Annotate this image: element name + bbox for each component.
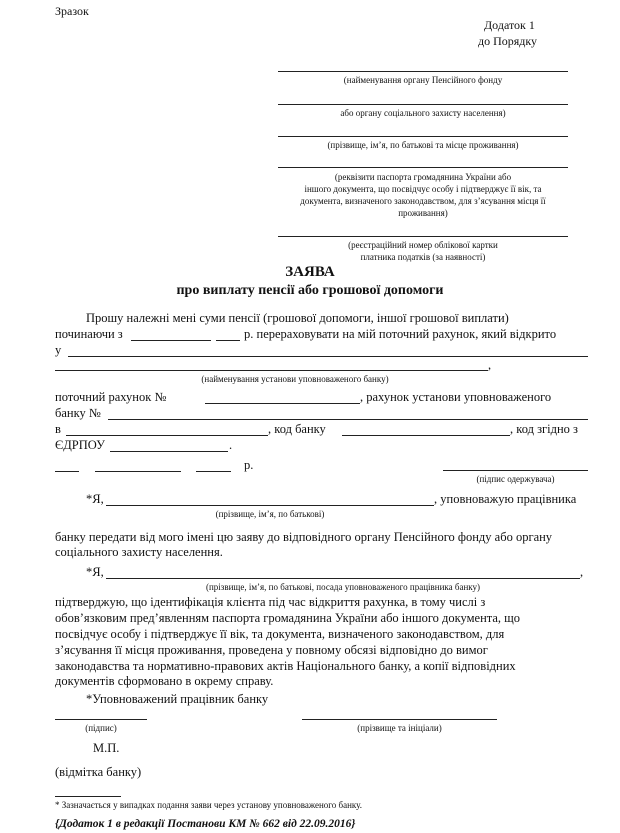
bank-worker-signature-field[interactable] [55, 719, 147, 720]
recipient-signature-caption: (підпис одержувача) [476, 474, 555, 484]
stamp-place-label: М.П. [93, 741, 120, 755]
document-subtitle: про виплату пенсії або грошової допомоги [176, 283, 444, 298]
confirmation-prefix: *Я, [86, 565, 104, 579]
start-date-field[interactable] [131, 340, 211, 341]
addressee-line-3[interactable] [278, 136, 568, 137]
edition-note: {Додаток 1 в редакції Постанови КМ № 662 від 22.09.2016} [55, 818, 356, 830]
addressee-caption-4b: іншого документа, що посвідчує особу і підтверджує її вік, та [304, 184, 542, 194]
bank-prefix: у [55, 343, 62, 357]
bank-worker-initials-caption: (прізвище та ініціали) [357, 723, 442, 733]
addressee-caption-1: (найменування органу Пенсійного фонду [343, 75, 503, 85]
confirmation-line-2: обов’язковим пред’явленням паспорта громадянина України або іншого документа, що [55, 611, 521, 625]
bank-account-label: , рахунок установи уповноваженого [360, 390, 552, 404]
addressee-line-5[interactable] [278, 236, 568, 237]
recipient-signature-field[interactable] [443, 470, 588, 471]
annex-number: Додаток 1 [484, 18, 535, 32]
document-title: ЗАЯВА [285, 264, 335, 280]
transfer-text: р. перераховувати на мій поточний рахунок, який відкрито [244, 327, 557, 341]
date-day-field[interactable] [55, 471, 79, 472]
addressee-caption-4c: документа, визначеного законодавством, для з’ясування місця її [300, 196, 546, 206]
addressee-caption-5b: платника податків (за наявності) [360, 252, 486, 262]
authorizer-name-field[interactable] [106, 505, 434, 506]
addressee-caption-3: (прізвище, ім’я, по батькові та місце проживання) [327, 140, 519, 150]
bank-worker-name-caption: (прізвище, ім’я, по батькові, посада уповноваженого працівника банку) [205, 582, 481, 592]
addressee-caption-4a: (реквізити паспорта громадянина України або [334, 172, 512, 182]
sample-label: Зразок [55, 4, 89, 18]
edrpou-label-1: , код згідно з [510, 422, 578, 436]
date-year-field[interactable] [196, 471, 231, 472]
addressee-line-4[interactable] [278, 167, 568, 168]
in-label: в [55, 422, 61, 436]
bank-name-field[interactable] [68, 356, 588, 357]
bank-worker-signature-caption: (підпис) [85, 723, 117, 733]
footnote: * Зазначається у випадках подання заяви через установу уповноваженого банку. [55, 800, 363, 810]
bank-name-field-2[interactable] [55, 370, 488, 371]
bank-code-field[interactable] [342, 435, 510, 436]
edrpou-label-2: ЄДРПОУ [55, 438, 105, 452]
bank-institution-field[interactable] [66, 435, 268, 436]
addressee-caption-2: або органу соціального захисту населення) [340, 108, 506, 118]
annex-reference: до Порядку [478, 34, 538, 48]
date-month-field[interactable] [95, 471, 181, 472]
confirmation-line-1: підтверджую, що ідентифікація клієнта під час відкриття рахунка, в тому числі з [55, 595, 486, 609]
authorizer-name-caption: (прізвище, ім’я, по батькові) [215, 509, 325, 519]
account-number-field[interactable] [205, 403, 360, 404]
edrpou-field[interactable] [110, 451, 228, 452]
start-date-label: починаючи з [55, 327, 123, 341]
bank-account-label-2: банку № [55, 406, 101, 420]
authorization-prefix: *Я, [86, 492, 104, 506]
bank-worker-initials-field[interactable] [302, 719, 497, 720]
confirmation-line-4: з’ясування її місця проживання, проведена у повному обсязі відповідно до вимог [55, 643, 488, 657]
addressee-line-2[interactable] [278, 104, 568, 105]
addressee-caption-4d: проживання) [398, 208, 448, 218]
bank-mark-label: (відмітка банку) [55, 765, 142, 779]
confirmation-line-3: посвідчує особу і підтверджує її вік, та документа, визначеного законодавством, для [55, 627, 505, 641]
bank-code-label: , код банку [268, 422, 326, 436]
addressee-line-1[interactable] [278, 71, 568, 72]
authorization-suffix: , уповноважую працівника [434, 492, 577, 506]
request-text-line-1: Прошу належні мені суми пенсії (грошової допомоги, іншої грошової виплати) [86, 311, 509, 325]
authorization-text-line-2: соціального захисту населення. [55, 545, 223, 559]
footnote-divider [55, 796, 121, 797]
confirmation-line-5: законодавства та нормативно-правових актів Національного банку, а копії відповідних [55, 659, 516, 673]
confirmation-line-6: документів сформовано в окрему справу. [55, 674, 274, 688]
authorization-text-line-1: банку передати від мого імені цю заяву до відповідного органу Пенсійного фонду або органу [55, 530, 553, 544]
bank-worker-label: *Уповноважений працівник банку [86, 692, 269, 706]
bank-worker-name-field[interactable] [106, 578, 580, 579]
date-year-suffix: р. [244, 458, 254, 472]
addressee-caption-5a: (реєстраційний номер облікової картки [348, 240, 498, 250]
start-year-field[interactable] [216, 340, 240, 341]
bank-account-field[interactable] [108, 419, 588, 420]
bank-name-caption: (найменування установи уповноваженого банку) [201, 374, 389, 384]
account-label: поточний рахунок № [55, 390, 167, 404]
